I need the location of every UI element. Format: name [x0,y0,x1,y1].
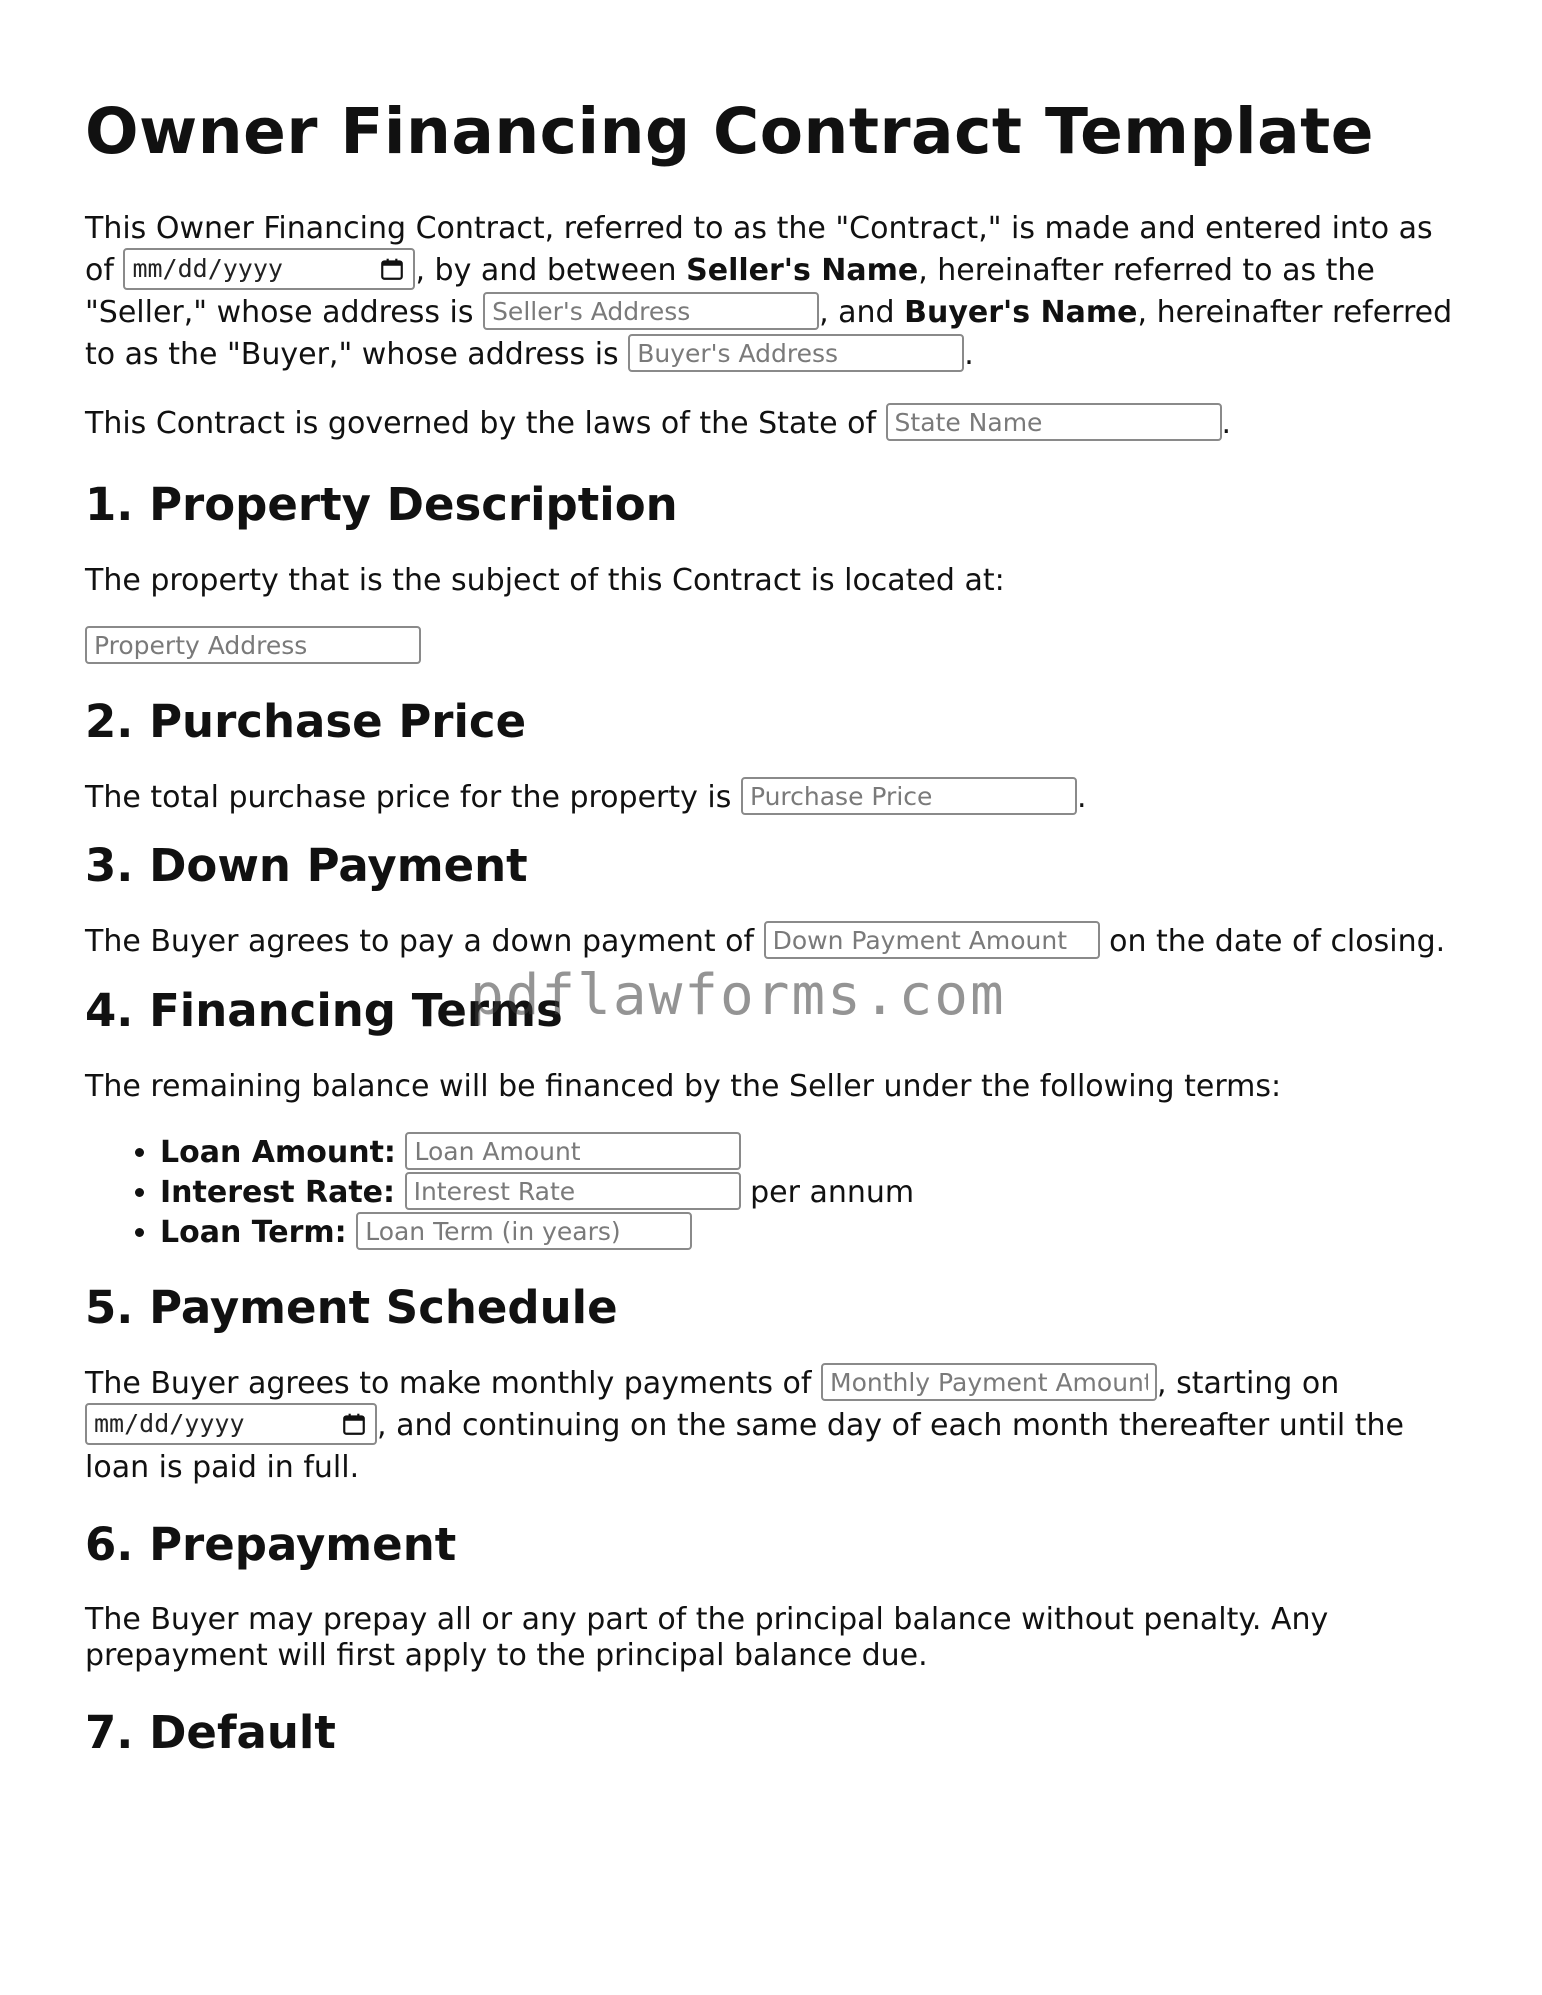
interest-rate-label: Interest Rate: [160,1175,396,1211]
intro-text: This Owner Financing Contract, referred to as the "Contract," is made and entered into as of [85,211,1433,289]
financing-terms-list [85,1133,1465,1253]
seller-name: Seller's Name [686,253,919,289]
governing-text: . [1221,406,1232,442]
calendar-icon[interactable] [341,1411,367,1437]
section-heading-down-payment: 3. Down Payment [85,839,528,893]
list-item [160,1133,1465,1173]
schedule-text: The Buyer agrees to make monthly payments of [85,1366,821,1402]
governing-law-paragraph [85,404,1465,444]
intro-text: , and [819,295,905,331]
intro-text: , by and between [415,253,687,289]
prepayment-text: The Buyer may prepay all or any part of the principal balance without penalty. Any prepayment will first apply to the principal balance due. [85,1602,1329,1674]
property-text: The property that is the subject of this Contract is located at: [85,563,1005,599]
section-heading-financing: 4. Financing Terms [85,984,563,1038]
section-heading-default: 7. Default [85,1706,336,1760]
intro-text: , hereinafter referred to as the "Seller," whose address is [85,253,1375,331]
watermark: pdflawforms.com [470,963,1006,1028]
price-text: The total purchase price for the property is [85,780,741,816]
schedule-text: , starting on [1157,1366,1340,1402]
down-payment-text: The Buyer agrees to pay a down payment of [85,924,764,960]
seller-address-input[interactable] [483,292,819,330]
property-address-row [85,627,1465,667]
intro-text: , hereinafter referred to as the "Buyer," whose address is [85,295,1453,373]
interest-rate-suffix: per annum [740,1175,915,1211]
loan-amount-input[interactable] [405,1132,741,1170]
loan-amount-label: Loan Amount: [160,1135,396,1171]
section-heading-schedule: 5. Payment Schedule [85,1281,618,1335]
section-heading-prepayment: 6. Prepayment [85,1518,457,1572]
list-item [160,1213,1465,1253]
schedule-text: , and continuing on the same day of each month thereafter until the loan is paid in full. [85,1408,1404,1486]
loan-term-label: Loan Term: [160,1215,347,1251]
down-payment-text: on the date of closing. [1099,924,1446,960]
list-item [160,1173,1465,1213]
schedule-paragraph [85,1363,1465,1489]
loan-term-input[interactable] [356,1212,692,1250]
buyer-name: Buyer's Name [904,295,1138,331]
price-text: . [1076,780,1087,816]
interest-rate-input[interactable] [405,1172,741,1210]
section-heading-price: 2. Purchase Price [85,695,527,749]
intro-text: . [964,337,974,373]
date-placeholder: mm/dd/yyyy [132,254,283,284]
property-address-input[interactable] [85,626,421,664]
down-payment-paragraph [85,922,1465,962]
contract-date-input[interactable] [123,248,415,290]
start-date-input[interactable] [85,1403,377,1445]
price-paragraph [85,778,1465,818]
purchase-price-input[interactable] [741,777,1077,815]
intro-paragraph [85,208,1465,376]
contract-page [85,96,1465,1760]
date-placeholder: mm/dd/yyyy [94,1409,245,1439]
governing-text: This Contract is governed by the laws of the State of [85,406,886,442]
down-payment-input[interactable] [764,921,1100,959]
financing-text: The remaining balance will be financed by the Seller under the following terms: [85,1069,1282,1105]
state-name-input[interactable] [886,403,1222,441]
buyer-address-input[interactable] [628,334,964,372]
page-title: Owner Financing Contract Template [85,95,1374,168]
monthly-payment-input[interactable] [821,1363,1157,1401]
calendar-icon[interactable] [379,256,405,282]
section-heading-property: 1. Property Description [85,478,678,532]
